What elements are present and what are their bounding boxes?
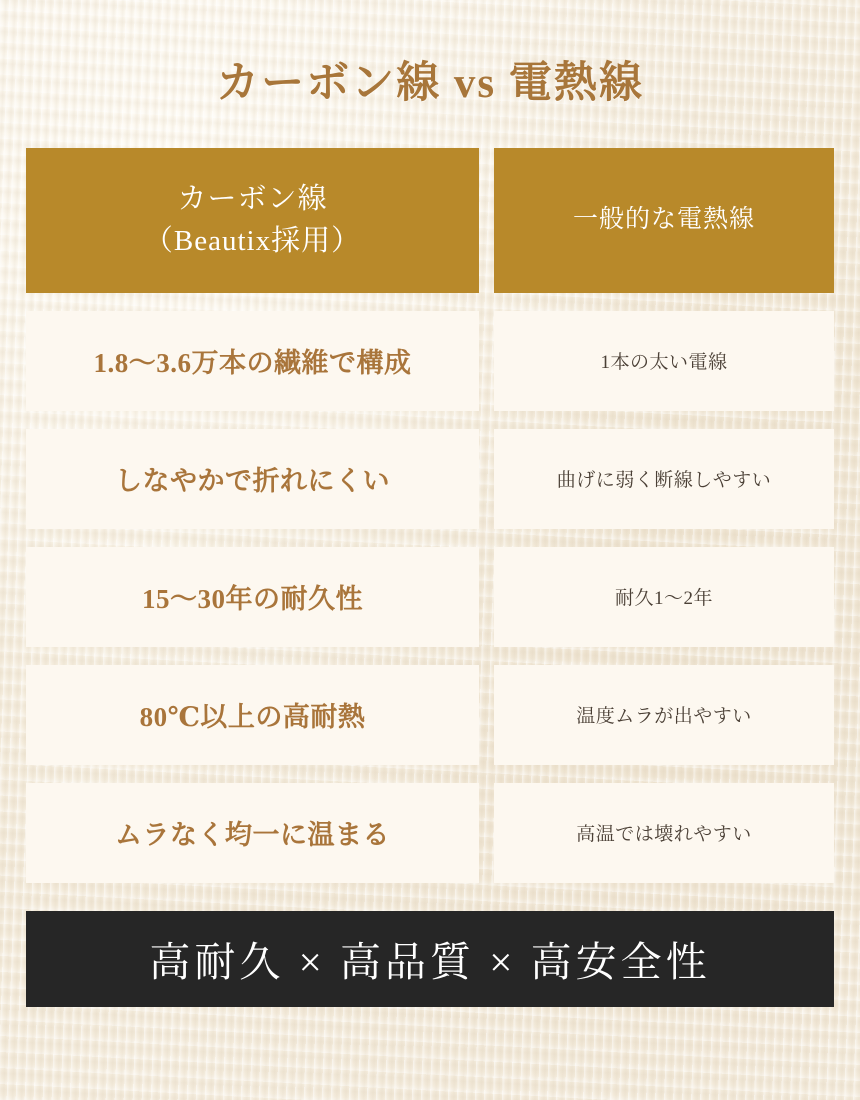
cell-standard-1: 1本の太い電線: [494, 311, 834, 411]
header-cell-standard: 一般的な電熱線: [494, 148, 834, 293]
cell-standard-2: 曲げに弱く断線しやすい: [494, 429, 834, 529]
cell-carbon-2: しなやかで折れにくい: [26, 429, 479, 529]
header-carbon-line1: カーボン線: [177, 183, 328, 216]
cell-standard-3: 耐久1〜2年: [494, 547, 834, 647]
cell-standard-5: 高温では壊れやすい: [494, 783, 834, 883]
header-carbon-line2: （Beautix採用）: [143, 225, 362, 258]
table-row: [26, 783, 834, 883]
footer-banner: 高耐久 × 高品質 × 高安全性: [26, 911, 834, 1007]
table-row: [26, 429, 834, 529]
table-row: [26, 311, 834, 411]
cell-carbon-4: 80℃以上の高耐熱: [26, 665, 479, 765]
cell-carbon-1: 1.8〜3.6万本の繊維で構成: [26, 311, 479, 411]
cell-carbon-5: ムラなく均一に温まる: [26, 783, 479, 883]
cell-carbon-3: 15〜30年の耐久性: [26, 547, 479, 647]
header-cell-carbon: [26, 148, 479, 293]
cell-standard-4: 温度ムラが出やすい: [494, 665, 834, 765]
comparison-table: [26, 148, 834, 883]
table-header-row: [26, 148, 834, 293]
table-row: [26, 547, 834, 647]
table-row: [26, 665, 834, 765]
page-title: カーボン線 vs 電熱線: [216, 60, 644, 107]
